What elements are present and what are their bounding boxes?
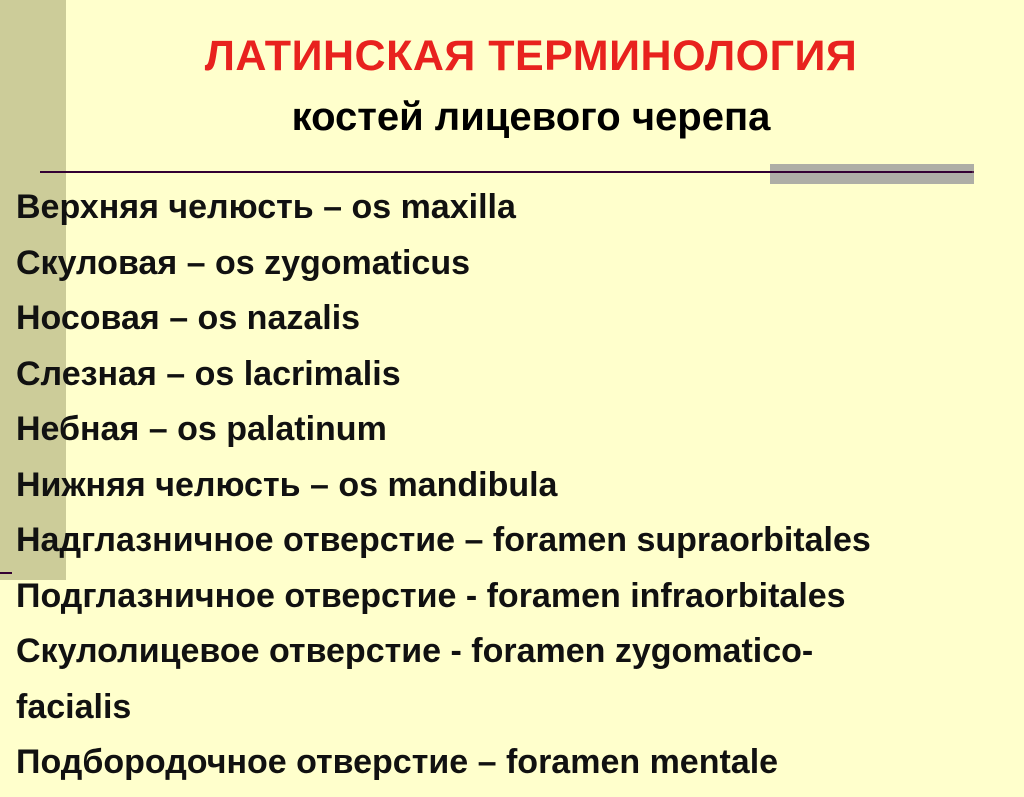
term-item: Верхняя челюсть – os maxilla — [16, 188, 516, 226]
term-item-continuation: facialis — [16, 687, 132, 726]
divider-accent-stripe — [770, 171, 974, 173]
term-item: Небная – os palatinum — [16, 410, 387, 448]
term-item: Скуловая – os zygomaticus — [16, 243, 471, 282]
term-item: Нижняя челюсть – os mandibula — [16, 465, 558, 504]
term-item: Слезная – os lacrimalis — [16, 354, 401, 393]
term-item: Подглазничное отверстие - foramen infraorbitales — [16, 576, 846, 615]
term-item: Скулолицевое отверстие - foramen zygomatico- — [16, 632, 814, 670]
term-item: Носовая – os nazalis — [16, 299, 361, 337]
left-tick-line — [0, 572, 12, 574]
term-item: Подбородочное отверстие – foramen mentale — [16, 743, 779, 781]
slide-title: ЛАТИНСКАЯ ТЕРМИНОЛОГИЯ — [204, 32, 858, 80]
term-item: Надглазничное отверстие – foramen supraorbitales — [16, 521, 871, 559]
slide-subtitle: костей лицевого черепа — [291, 95, 771, 139]
terms-list — [16, 180, 1006, 791]
